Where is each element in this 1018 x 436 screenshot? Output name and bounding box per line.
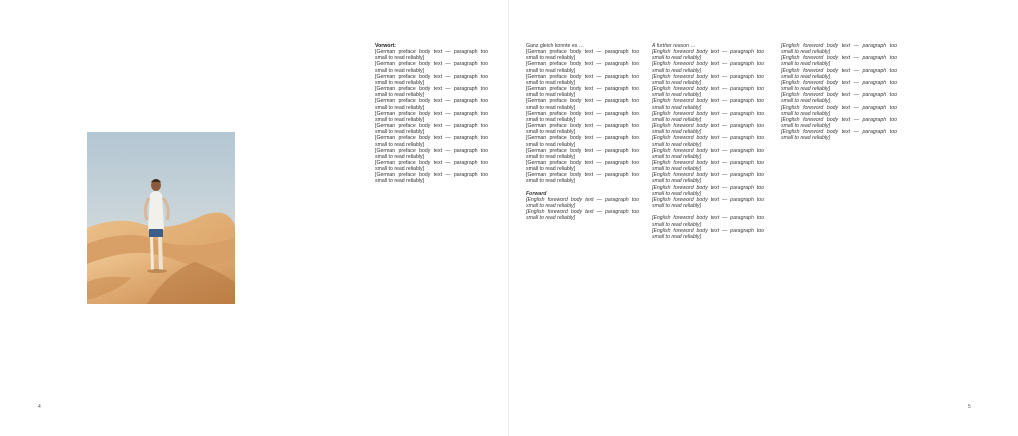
paragraph-english: [English foreword body text — paragraph too small to read reliably]	[652, 159, 764, 173]
paragraph: [German preface body text — paragraph too small to read reliably]	[375, 86, 488, 99]
paragraph: [German preface body text — paragraph too small to read reliably]	[375, 135, 488, 148]
paragraph-english: [English foreword body text — paragraph too small to read reliably]	[652, 86, 764, 99]
paragraph-english: [English foreword body text — paragraph too small to read reliably]	[781, 129, 897, 142]
paragraph: [German preface body text — paragraph too small to read reliably]	[375, 110, 488, 123]
paragraph: [German preface body text — paragraph too small to read reliably]	[526, 135, 639, 148]
paragraph-english: [English foreword body text — paragraph too small to read reliably]	[652, 196, 764, 210]
paragraph-english: [English foreword body text — paragraph too small to read reliably]	[652, 184, 764, 197]
paragraph: [German preface body text — paragraph too small to read reliably]	[375, 73, 488, 86]
paragraph: [German preface body text — paragraph too small to read reliably]	[375, 49, 488, 62]
paragraph-english: [English foreword body text — paragraph too small to read reliably]	[652, 215, 764, 228]
paragraph: [German preface body text — paragraph too small to read reliably]	[526, 73, 639, 86]
paragraph-english: [English foreword body text — paragraph too small to read reliably]	[526, 209, 639, 222]
paragraph: [German preface body text — paragraph too small to read reliably]	[375, 159, 488, 173]
page-number-left: 4	[38, 404, 41, 410]
paragraph: [German preface body text — paragraph too small to read reliably]	[375, 98, 488, 111]
preface-heading: Vorwort:	[375, 43, 396, 49]
paragraph: [German preface body text — paragraph too small to read reliably]	[375, 172, 488, 185]
page-number-right: 5	[968, 404, 971, 410]
paragraph: [German preface body text — paragraph too small to read reliably]	[526, 172, 639, 185]
paragraph: [German preface body text — paragraph too small to read reliably]	[526, 110, 639, 123]
paragraph: [German preface body text — paragraph too small to read reliably]	[375, 123, 488, 136]
page-fold	[508, 0, 509, 436]
foreword-column-english-2	[781, 43, 897, 142]
paragraph-english: [English foreword body text — paragraph too small to read reliably]	[781, 92, 897, 105]
paragraph-english: [English foreword body text — paragraph too small to read reliably]	[652, 61, 764, 74]
paragraph: [German preface body text — paragraph too small to read reliably]	[526, 147, 639, 160]
paragraph-english: [English foreword body text — paragraph too small to read reliably]	[781, 67, 897, 80]
paragraph-english: [English foreword body text — paragraph too small to read reliably]	[652, 135, 764, 148]
column-opening: A further reason …	[652, 43, 696, 49]
paragraph-english: [English foreword body text — paragraph too small to read reliably]	[652, 227, 764, 240]
desert-photo	[87, 132, 235, 304]
paragraph-english: [English foreword body text — paragraph too small to read reliably]	[781, 43, 897, 56]
paragraph-english: [English foreword body text — paragraph too small to read reliably]	[652, 73, 764, 86]
paragraph-english: [English foreword body text — paragraph too small to read reliably]	[526, 196, 639, 210]
paragraph-english: [English foreword body text — paragraph too small to read reliably]	[652, 147, 764, 160]
paragraph: [German preface body text — paragraph too small to read reliably]	[526, 86, 639, 99]
paragraph-english: [English foreword body text — paragraph too small to read reliably]	[652, 123, 764, 136]
paragraph-english: [English foreword body text — paragraph too small to read reliably]	[781, 55, 897, 68]
paragraph-english: [English foreword body text — paragraph too small to read reliably]	[781, 116, 897, 130]
paragraph: [German preface body text — paragraph too small to read reliably]	[526, 98, 639, 111]
paragraph: [German preface body text — paragraph too small to read reliably]	[375, 147, 488, 160]
paragraph-english: [English foreword body text — paragraph too small to read reliably]	[652, 49, 764, 62]
foreword-heading: Forward	[526, 190, 547, 197]
paragraph-english: [English foreword body text — paragraph too small to read reliably]	[652, 98, 764, 111]
paragraph: [German preface body text — paragraph too small to read reliably]	[526, 123, 639, 136]
paragraph: [German preface body text — paragraph too small to read reliably]	[375, 61, 488, 74]
preface-column-german-2	[526, 43, 639, 222]
paragraph-english: [English foreword body text — paragraph too small to read reliably]	[781, 79, 897, 93]
paragraph-english: [English foreword body text — paragraph too small to read reliably]	[781, 104, 897, 117]
paragraph: [German preface body text — paragraph too small to read reliably]	[526, 159, 639, 173]
paragraph: [German preface body text — paragraph too small to read reliably]	[526, 49, 639, 62]
paragraph-english: [English foreword body text — paragraph too small to read reliably]	[652, 110, 764, 123]
preface-column-german-1	[375, 43, 488, 185]
paragraph-english: [English foreword body text — paragraph too small to read reliably]	[652, 172, 764, 185]
paragraph: [German preface body text — paragraph too small to read reliably]	[526, 61, 639, 74]
column-opening: Ganz gleich konnte es …	[526, 43, 584, 49]
foreword-column-english-1	[652, 43, 764, 240]
